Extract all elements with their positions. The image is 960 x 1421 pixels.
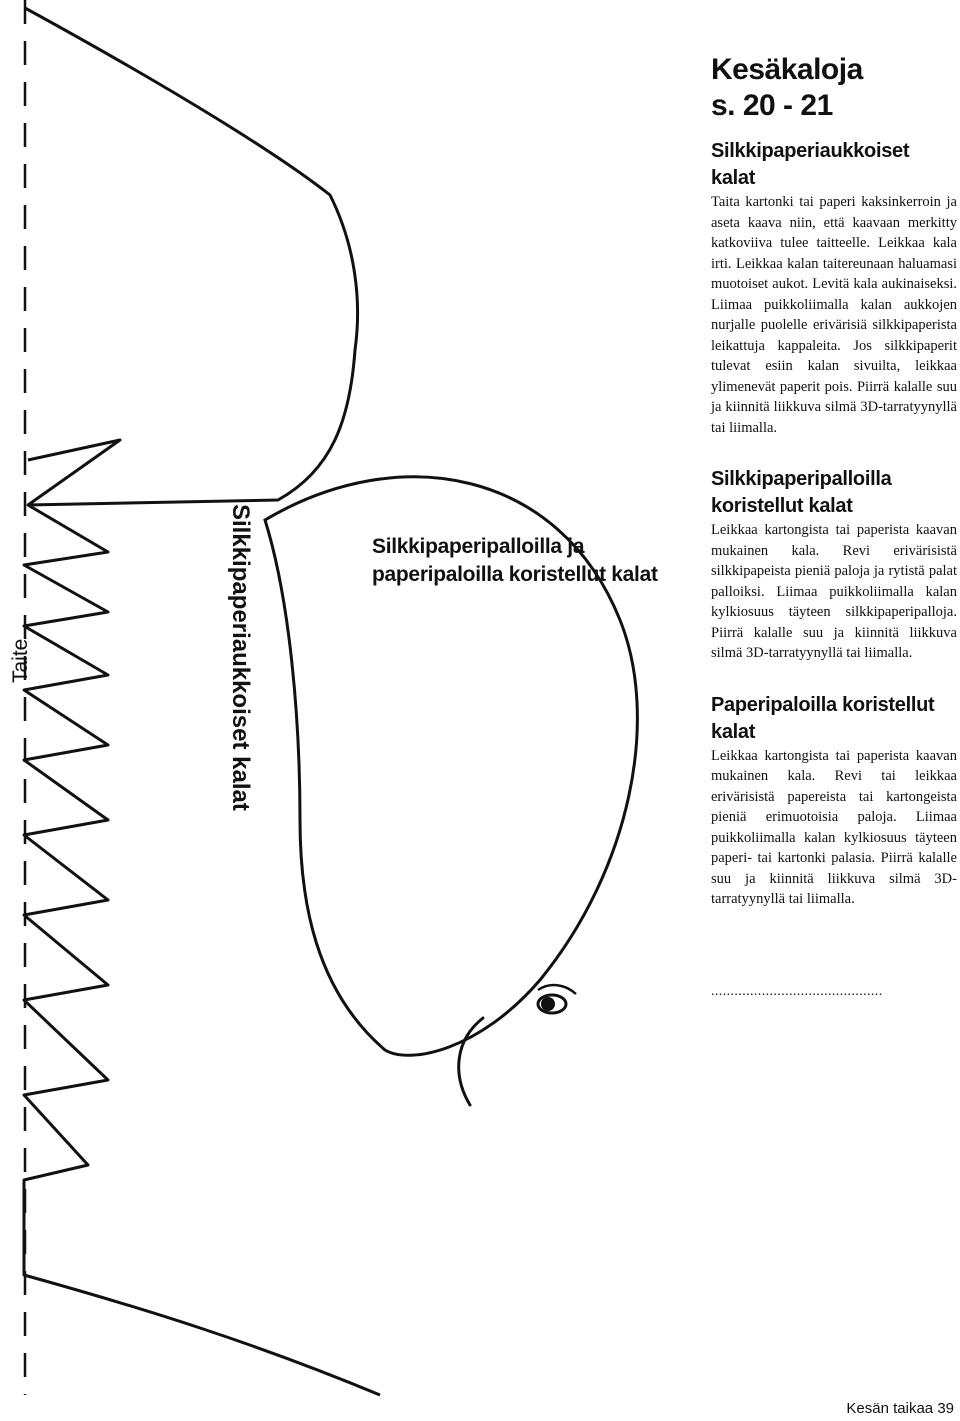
section-paper-piece-fish [711, 692, 957, 910]
tail-zigzag [28, 440, 120, 505]
section-heading: Silkkipaperiaukkoiset kalat [711, 140, 910, 189]
section-text: Leikkaa kartongista tai paperista kaavan mukainen kala. Revi tai leikkaa erivärisistä papereista tai kartongeista pieniä erimuotoisia paloja. Liimaa puikkoliimalla kalan kylkiosuus täyteen paperi- tai kartonki palasia. Piirrä kalalle suu ja kiinnitä liikkuva silmä 3D-tarratyynyllä tai liimalla. [711, 747, 957, 907]
inner-template-label: Silkkipaperipalloilla ja paperipaloilla koristellut kalat [372, 535, 658, 586]
section-heading: Silkkipaperipalloilla koristellut kalat [711, 468, 892, 517]
side-template-label: Silkkipaperiaukkoiset kalat [227, 504, 254, 811]
outer-fish-outline [24, 8, 380, 1395]
eyebrow [538, 985, 576, 994]
page-reference: s. 20 - 21 [711, 89, 833, 122]
page-title: Kesäkaloja [711, 53, 863, 86]
signature-line: ............................................ [711, 984, 883, 999]
section-tissue-hole-fish [711, 138, 957, 438]
instructions-column [711, 52, 957, 910]
section-text: Taita kartonki tai paperi kaksinkerroin ja aseta kaava niin, että kaavaan merkitty katkoviiva tulee taitteelle. Leikkaa kala irti. Leikkaa kalan taitereunaan haluamasi muotoiset aukot. Levitä kala aukinaiseksi. Liimaa puikkoliimalla kalan aukkojen nurjalle puolelle erivärisiä silkkipaperista leikattuja kappaleita. Jos silkkipaperit tulevat esiin kalan sivuilta, leikkaa ylimenevät paperit pois. Piirrä kalalle suu ja kiinnitä liikkuva silmä 3D-tarratyynyllä tai liimalla. [711, 194, 957, 436]
section-tissue-ball-fish [711, 466, 957, 664]
fold-label: Taite [9, 638, 32, 683]
section-heading: Paperipaloilla koristellut kalat [711, 693, 935, 743]
page-footer: Kesän taikaa 39 [846, 1400, 954, 1417]
section-text: Leikkaa kartongista tai paperista kaavan mukainen kala. Revi erivärisistä silkkipapeista pieniä paloja ja rytistä palat palloiksi. Liimaa puikkoliimalla kalan kylkiosuus täyteen silkkipaperipalloja. Piirrä kalalle suu ja kiinnitä liikkuva silmä 3D-tarratyynyllä tai liimalla. [711, 522, 957, 661]
